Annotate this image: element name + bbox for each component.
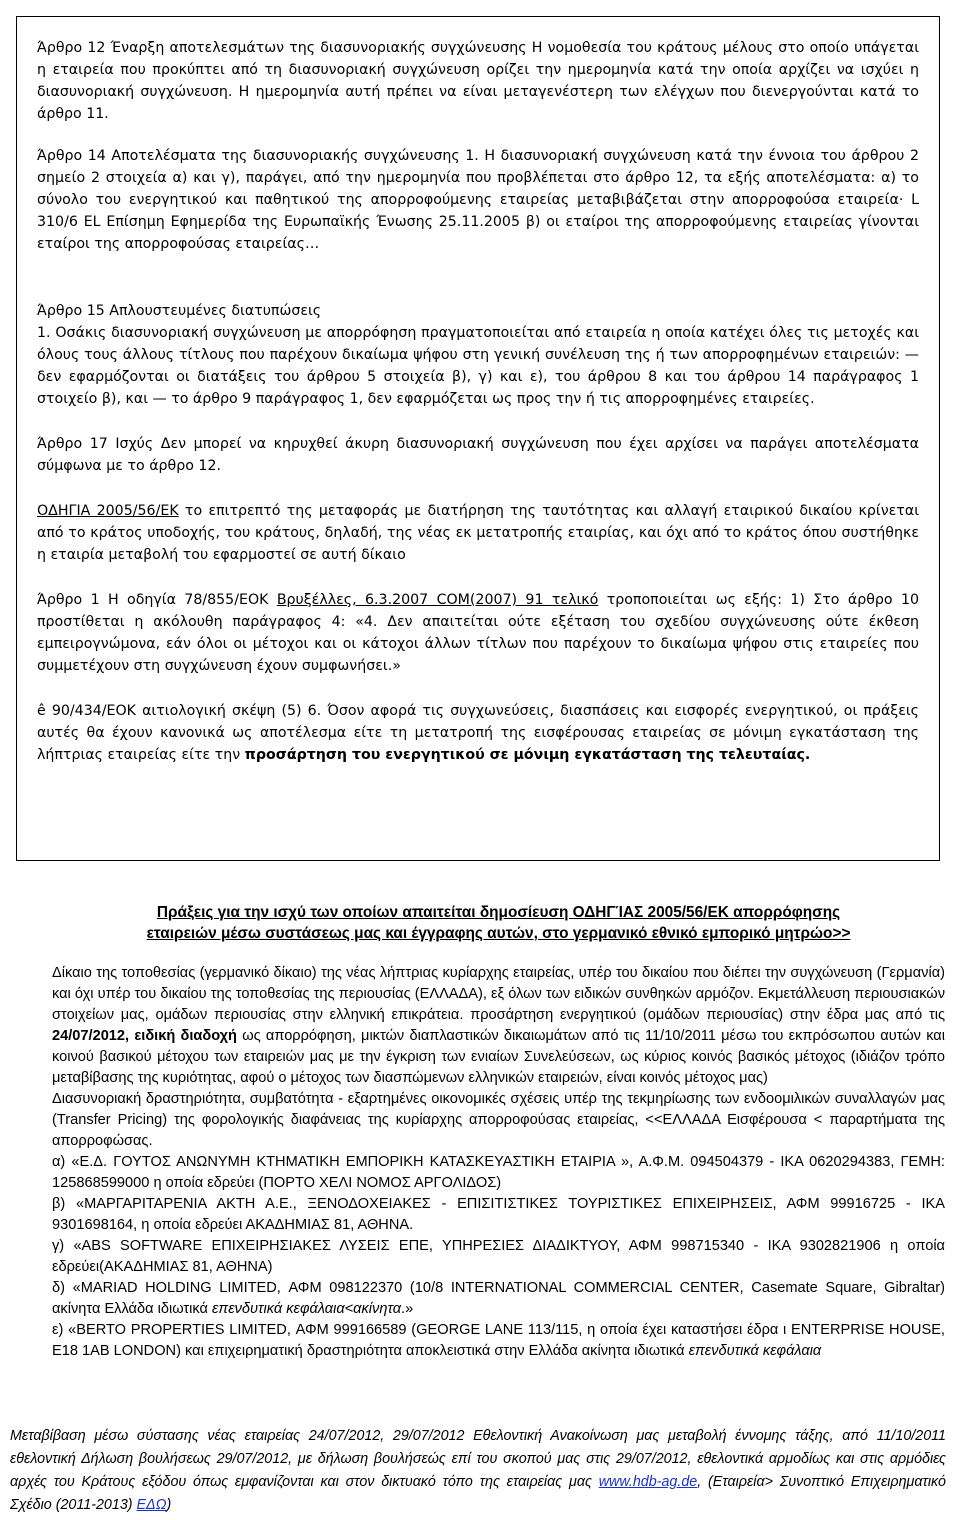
here-link[interactable]: ΕΔΩ — [136, 1497, 167, 1513]
article-1-paragraph — [37, 589, 919, 677]
directive-text: το επιτρεπτό της μεταφοράς με διατήρηση της ταυτότητας και αλλαγή εταιρικού δικαίου κρίνεται από το κράτος υποδοχής, του κράτους, δηλαδή, της νέας εκ μετατροπής εταιρίας, και όχι από το κράτος όπου συστήθηκε η εταιρία μεταβολή του εφαρμοστεί σε αυτή δίκαιο — [37, 503, 919, 563]
footer-text: Μεταβίβαση μέσω σύστασης νέας εταιρείας 24/07/2012, 29/07/2012 Εθελοντική Ανακοίνωση μας μεταβολή έννομης τάξης, από 11/10/2011 εθελοντική Δήλωση βουλήσεως 29/07/2012, με δήλωση βουλήσεώς επί του σκοπού μας στις 29/07/2012, εθελοντικά αρμοδίως και στις αρμόδιες αρχές του Κράτους εξόδου όπως εμφανίζονται και στον δικτυακό τόπο της εταιρείας μας — [10, 1428, 946, 1490]
eok-pre: ê 90/434/ΕΟΚ αιτιολογική σκέψη (5) 6. Όσον αφορά τις συγχωνεύσεις, διασπάσεις και εισφορές ενεργητικού, οι πράξεις αυτές θα έχουν κανονικά ως αποτέλεσμα είτε τη μετατροπή της εισφέρουσας εταιρείας σε μόνιμη εγκατάσταση της λήπτριας εταιρείας είτε την — [37, 703, 919, 763]
directive-label: ΟΔΗΓΙΑ 2005/56/ΕΚ — [37, 503, 179, 519]
footer-post: , (Εταιρεία> Συνοπτικό Επιχειρηματικό Σχέδιο (2011-2013) — [10, 1474, 946, 1513]
article-17: Άρθρο 17 Ισχύς Δεν μπορεί να κηρυχθεί άκυρη διασυνοριακή συγχώνευση που έχει αρχίσει να παράγει αποτελέσματα σύμφωνα με το άρθρο 12. — [37, 436, 919, 474]
article-15-title: Άρθρο 15 Απλουστευμένες διατυπώσεις — [37, 303, 322, 319]
company-item-b: β) «ΜΑΡΓΑΡΙΤΑΡΕΝΙΑ ΑΚΤΗ Α.Ε., ΞΕΝΟΔΟΧΕΙΑΚΕΣ - ΕΠΙΣΙΤΙΣΤΙΚΕΣ ΤΟΥΡΙΣΤΙΚΕΣ ΕΠΙΧΕΙΡΗΣΕΙΣ, ΑΦΜ 99916725 - ΙΚΑ 9301698164, η οποία εδρεύει ΑΚΑΔΗΜΙΑΣ 81, ΑΘΗΝΑ. — [52, 1196, 945, 1233]
footer-close: ) — [166, 1497, 172, 1513]
item-e-text: ε) «BERTO PROPERTIES LIMITED, ΑΦΜ 999166589 (GEORGE LANE 113/115, η οποία έχει καταστήσει έδρα ι ENTERPRISE HOUSE, E18 1AB LONDON) και επιχειρηματική δραστηριότητα αποκλειστικά στην Ελλάδα ακίνητα ιδιωτικά — [52, 1322, 945, 1359]
heading-line-2: εταιρειών μέσω συστάσεως μας και έγγραφης αυτών, στο γερμανικό εθνικό εμπορικό μητρώο>> — [146, 925, 851, 942]
paragraph-applicable-law — [52, 963, 945, 1089]
section-heading — [52, 902, 945, 944]
footer-paragraph — [10, 1425, 946, 1517]
article-12: Άρθρο 12 Έναρξη αποτελεσμάτων της διασυνοριακής συγχώνευσης Η νομοθεσία του κράτους μέλους στο οποίο υπάγεται η εταιρεία που προκύπτει από τη διασυνοριακή συγχώνευση ορίζει την ημερομηνία κατά την οποία αρχίζει να ισχύει η διασυνοριακή συγχώνευση. Η ημερομηνία αυτή πρέπει να είναι μεταγενέστερη των ελέγχων που διενεργούνται κατά το άρθρο 11. — [37, 40, 919, 122]
article-1-pre: Άρθρο 1 Η οδηγία 78/855/ΕΟΚ — [37, 592, 277, 608]
para1-post: ως απορρόφηση, μικτών διαπλαστικών δικαιωμάτων από τις 11/10/2011 μέσω του εκπρόσωπου αυτών και κοινού βασικού μέτοχου των εταιρειών μας με την έγκριση των ενιαίων Συνελεύσεων, ως κύριος κοινός βασικός μέτοχος (ιδιάζον τρόπο μεταβίβασης της κυριότητας, αφού ο μέτοχος των διασπώμενων ελληνικών εταιρειών, είναι κοινός μέτοχος μας) — [52, 1028, 945, 1086]
paragraph-cross-border: Διασυνοριακή δραστηριότητα, συμβατότητα - εξαρτημένες οικονομικές σχέσεις υπέρ της τεκμηρίωσης των ενδοομιλικών συναλλαγών μας (Transfer Pricing) της φορολογικής διαφάνειας της κυρίαρχης απορροφούσας εταιρείας, <<ΕΛΛΑΔΑ Εισφέρουσα < παραρτήματα της απορροφώσας. — [52, 1091, 945, 1149]
item-e-italic: επενδυτικά κεφάλαια — [688, 1343, 822, 1359]
item-d-text: δ) «MARIAD HOLDING LIMITED, ΑΦΜ 098122370 (10/8 INTERNATIONAL COMMERCIAL CENTER, Casemate Square, Gibraltar) ακίνητα Ελλάδα ιδιωτικά — [52, 1280, 945, 1317]
article-14: Άρθρο 14 Αποτελέσματα της διασυνοριακής συγχώνευσης 1. Η διασυνοριακή συγχώνευση κατά την έννοια του άρθρου 2 σημείο 2 στοιχεία α) και γ), παράγει, από την ημερομηνία που προβλέπεται στο άρθρο 12, τα εξής αποτελέσματα: α) το σύνολο του ενεργητικού και παθητικού της απορροφούμενης εταιρείας μεταβιβάζεται στην απορροφούσα εταιρεία· L 310/6 EL Επίσημη Εφημερίδα της Ευρωπαϊκής Ένωσης 25.11.2005 β) οι εταίροι της απορροφούμενης εταιρείας γίνονται εταίροι της απορροφούσας εταιρείας… — [37, 148, 919, 252]
framed-legal-excerpt — [16, 16, 940, 861]
article-15-body: 1. Οσάκις διασυνοριακή συγχώνευση με απορρόφηση πραγματοποιείται από εταιρεία η οποία κατέχει όλες τις μετοχές και όλους τους άλλους τίτλους που παρέχουν δικαίωμα ψήφου στη γενική συνέλευση της ή των απορροφημένων εταιρειών: — δεν εφαρμόζονται οι διατάξεις του άρθρου 5 στοιχεία β), γ) και ε), του άρθρου 8 και του άρθρου 14 παράγραφος 1 στοιχείο β), και — το άρθρο 9 παράγραφος 1, δεν εφαρμόζεται ως προς την ή τις απορροφημένες εταιρείες. — [37, 325, 919, 407]
actions-section — [52, 902, 945, 1362]
para1-bold: 24/07/2012, ειδική διαδοχή — [52, 1028, 237, 1044]
item-d-italic: επενδυτικά κεφάλαια<ακίνητα — [212, 1301, 402, 1317]
article-1-reference: Βρυξέλλες, 6.3.2007 COM(2007) 91 τελικό — [276, 592, 599, 608]
heading-line-1: Πράξεις για την ισχύ των οποίων απαιτείται δημοσίευση ΟΔΗΓΊΑΣ 2005/56/ΕΚ απορρόφησης — [156, 904, 841, 921]
company-item-c: γ) «ABS SOFTWARE ΕΠΙΧΕΙΡΗΣΙΑΚΕΣ ΛΥΣΕΙΣ ΕΠΕ, ΥΠΗΡΕΣΙΕΣ ΔΙΑΔΙΚΤΥΟΥ, ΑΦΜ 998715340 - ΙΚΑ 9302821906 η οποία εδρεύει(ΑΚΑΔΗΜΙΑΣ 81, ΑΘΗΝΑ) — [52, 1238, 945, 1275]
directive-paragraph — [37, 500, 919, 566]
company-item-e — [52, 1320, 945, 1362]
company-item-a: α) «Ε.Δ. ΓΟΥΤΟΣ ΑΝΩΝΥΜΗ ΚΤΗΜΑΤΙΚΗ ΕΜΠΟΡΙΚΗ ΚΑΤΑΣΚΕΥΑΣΤΙΚΗ ΕΤΑΙΡΙΑ », Α.Φ.Μ. 094504379 - ΙΚΑ 0620294383, ΓΕΜΗ: 125868599000 η οποία εδρεύει (ΠΟΡΤΟ ΧΕΛΙ ΝΟΜΟΣ ΑΡΓΟΛΙΔΟΣ) — [52, 1154, 945, 1191]
eok-bold: προσάρτηση του ενεργητικού σε μόνιμη εγκατάσταση της τελευταίας. — [244, 747, 811, 763]
item-d-close: .» — [401, 1301, 414, 1317]
eok-paragraph — [37, 700, 919, 766]
para1-text: Δίκαιο της τοποθεσίας (γερμανικό δίκαιο) της νέας λήπτριας κυρίαρχης εταιρείας, υπέρ του δικαίου που διέπει την συγχώνευση (Γερμανία) και όχι υπέρ του δικαίου της τοποθεσίας της περιουσίας (ΕΛΛΑΔΑ), εξ όλων των ειδικών συνθηκών αρμόζον. Εκμετάλλευση περιουσιακών στοιχείων μας, ομάδων περιουσίας στην ελληνική επικράτεια. προσάρτηση ενεργητικού (ομάδων περιουσίας) στην έδρα μας από τις — [52, 965, 945, 1023]
website-link[interactable]: www.hdb-ag.de — [598, 1474, 698, 1490]
article-1-post: τροποποιείται ως εξής: 1) Στο άρθρο 10 προστίθεται η ακόλουθη παράγραφος 4: «4. Δεν απαιτείται ούτε εξέταση του σχεδίου συγχώνευσης ούτε έκθεση εμπειρογνώμονα, εάν όλοι οι μέτοχοι και οι κάτοχοι άλλων τίτλων που παρέχουν το δικαίωμα ψήφου στις εταιρείες που συμμετέχουν στη συγχώνευση έχουν συμφωνήσει.» — [37, 592, 920, 674]
company-item-d — [52, 1278, 945, 1320]
footer-note — [10, 1425, 946, 1517]
